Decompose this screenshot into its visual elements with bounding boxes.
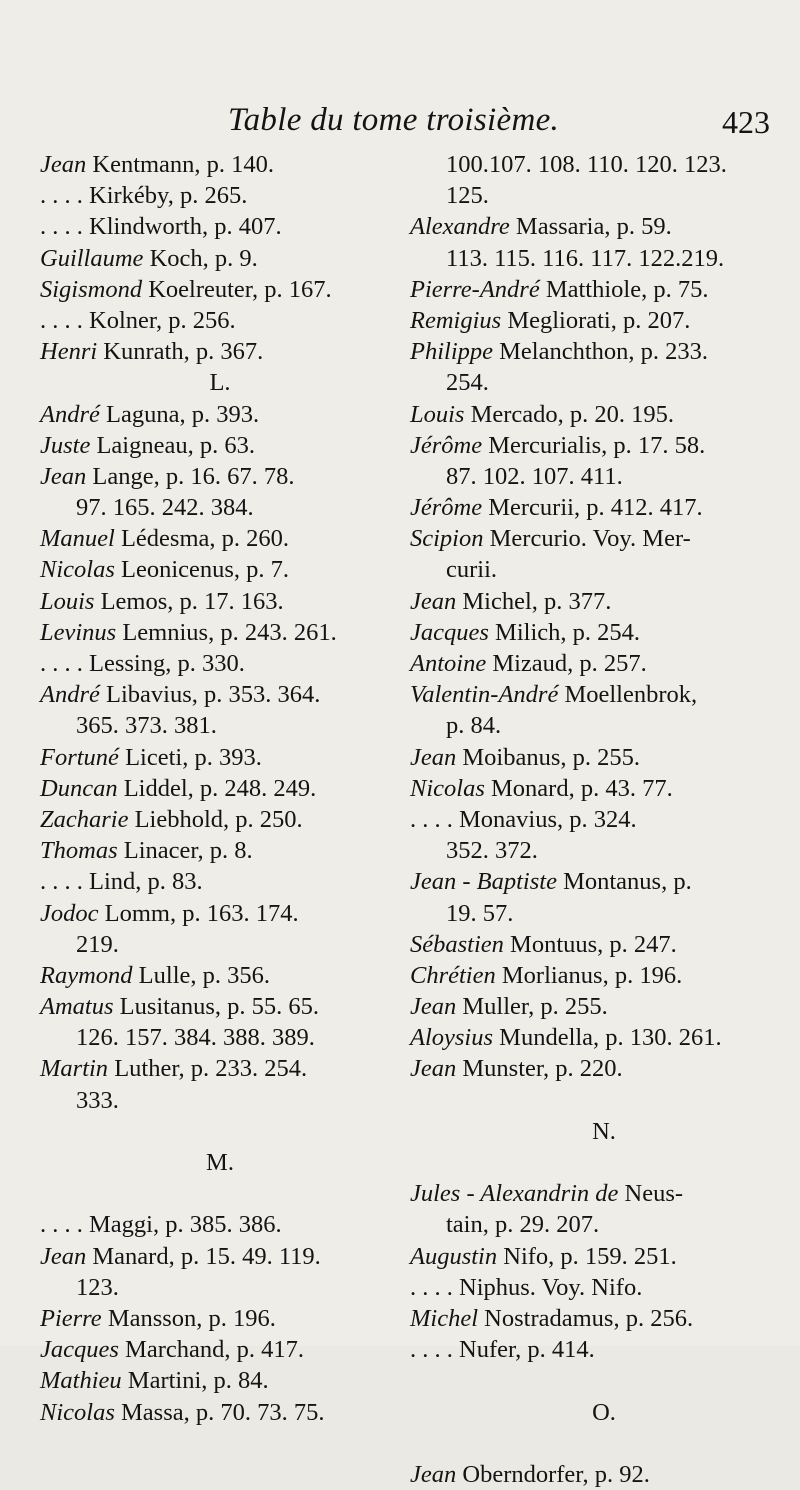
entry-text: Lange, p. 16. 67. 78.	[86, 462, 295, 490]
index-entry	[40, 1334, 400, 1365]
entry-given-name: Raymond	[40, 961, 133, 989]
index-column-left	[40, 149, 400, 1428]
index-entry	[40, 679, 400, 710]
entry-text: Lemnius, p. 243. 261.	[116, 618, 337, 646]
entry-given-name: Zacharie	[40, 805, 129, 833]
entry-text: 97. 165. 242. 384.	[76, 494, 254, 522]
entry-text: Martini, p. 84.	[121, 1367, 269, 1395]
entry-given-name: Martin	[40, 1055, 109, 1083]
index-entry	[410, 336, 798, 367]
index-entry	[40, 243, 400, 274]
index-entry-continuation	[410, 710, 798, 741]
section-letter-heading	[410, 1397, 798, 1428]
entry-text: Milich, p. 254.	[488, 618, 641, 646]
entry-text: 352. 372.	[446, 837, 538, 865]
blank-line	[410, 1147, 798, 1178]
entry-text: Kentmann, p. 140.	[86, 151, 275, 178]
entry-given-name: Jean	[410, 1460, 457, 1488]
index-entry	[410, 399, 798, 430]
entry-text: Luther, p. 233. 254.	[108, 1055, 308, 1083]
index-entry	[40, 211, 400, 242]
index-entry	[410, 929, 798, 960]
entry-given-name: Jean	[410, 993, 457, 1021]
entry-given-name: Guillaume	[40, 244, 144, 272]
index-entry	[410, 1053, 798, 1084]
entry-text: Michel, p. 377.	[456, 587, 612, 615]
entry-text: . . . . Monavius, p. 324.	[410, 805, 637, 833]
entry-given-name: Juste	[40, 431, 91, 459]
index-entry-continuation	[410, 367, 798, 398]
index-entry-continuation	[40, 929, 400, 960]
index-entry	[410, 617, 798, 648]
index-entry	[410, 1334, 798, 1365]
index-entry	[40, 1209, 400, 1240]
entry-given-name: Sébastien	[410, 930, 504, 958]
index-entry	[40, 149, 400, 180]
entry-text: Mundella, p. 130. 261.	[493, 1024, 722, 1052]
entry-text: Morlianus, p. 196.	[495, 961, 683, 989]
index-entry	[40, 180, 400, 211]
entry-given-name: Jean	[410, 1055, 457, 1083]
page-number: 423	[722, 104, 770, 140]
entry-text: Nostradamus, p. 256.	[478, 1304, 694, 1332]
entry-given-name: Jules - Alexandrin de	[410, 1180, 619, 1208]
index-entry	[410, 866, 798, 897]
entry-given-name: Valentin-André	[410, 681, 559, 709]
entry-text: Neus-	[618, 1180, 684, 1208]
entry-given-name: Jean	[40, 151, 87, 178]
entry-given-name: Manuel	[40, 525, 115, 553]
entry-given-name: Antoine	[410, 650, 487, 677]
index-entry	[410, 274, 798, 305]
running-title: Table du tome troisième.	[228, 102, 560, 138]
entry-text: Massaria, p. 59.	[509, 213, 672, 241]
section-letter: N.	[592, 1117, 616, 1145]
page-header	[0, 100, 800, 144]
index-entry	[40, 305, 400, 336]
index-entry	[40, 991, 400, 1022]
index-entry-continuation	[410, 554, 798, 585]
entry-text: . . . . Niphus. Voy. Nifo.	[410, 1273, 643, 1301]
entry-given-name: Jodoc	[40, 899, 99, 927]
index-entry	[40, 274, 400, 305]
entry-given-name: Jérôme	[410, 494, 483, 522]
entry-text: Montanus, p.	[556, 868, 692, 896]
entry-text: Mercurialis, p. 17. 58.	[482, 431, 706, 459]
entry-text: Melanchthon, p. 233.	[493, 338, 709, 366]
entry-given-name: Chrétien	[410, 961, 496, 989]
entry-text: Leonicenus, p. 7.	[114, 556, 290, 584]
entry-text: 123.	[76, 1273, 119, 1301]
entry-text: Lomm, p. 163. 174.	[98, 899, 299, 927]
entry-given-name: André	[40, 400, 100, 428]
entry-text: 254.	[446, 369, 489, 397]
entry-text: Laigneau, p. 63.	[90, 431, 255, 459]
entry-text: curii.	[446, 556, 498, 584]
entry-text: Linacer, p. 8.	[117, 837, 253, 865]
entry-given-name: Jérôme	[410, 431, 483, 459]
entry-text: 19. 57.	[446, 899, 514, 927]
entry-text: 333.	[76, 1086, 119, 1114]
index-entry	[410, 1178, 798, 1209]
index-entry	[40, 960, 400, 991]
blank-line	[410, 1365, 798, 1396]
entry-text: . . . . Kolner, p. 256.	[40, 306, 236, 334]
entry-text: Moellenbrok,	[558, 681, 698, 709]
index-entry	[40, 804, 400, 835]
entry-given-name: Louis	[410, 400, 465, 428]
index-entry	[40, 773, 400, 804]
index-entry	[410, 430, 798, 461]
index-entry-continuation	[40, 1022, 400, 1053]
index-entry	[410, 1459, 798, 1490]
entry-given-name: Jean	[40, 462, 87, 490]
entry-text: 365. 373. 381.	[76, 712, 217, 740]
entry-given-name: Fortuné	[40, 743, 119, 771]
index-entry	[410, 991, 798, 1022]
entry-text: Libavius, p. 353. 364.	[99, 681, 321, 709]
entry-text: Massa, p. 70. 73. 75.	[114, 1398, 325, 1426]
entry-given-name: Jean	[410, 743, 457, 771]
entry-text: . . . . Maggi, p. 385. 386.	[40, 1211, 282, 1239]
index-entry	[410, 679, 798, 710]
index-entry	[40, 1397, 400, 1428]
entry-text: Manard, p. 15. 49. 119.	[86, 1242, 321, 1270]
entry-given-name: Alexandre	[410, 213, 510, 241]
entry-text: Mansson, p. 196.	[101, 1304, 276, 1332]
section-letter-heading	[40, 367, 400, 398]
entry-given-name: Remigius	[410, 306, 502, 334]
entry-given-name: Mathieu	[40, 1367, 122, 1395]
entry-given-name: Aloysius	[410, 1024, 494, 1052]
index-entry	[40, 336, 400, 367]
index-entry	[40, 523, 400, 554]
entry-text: Moibanus, p. 255.	[456, 743, 640, 771]
index-entry	[410, 742, 798, 773]
index-entry	[40, 399, 400, 430]
index-entry-continuation	[40, 492, 400, 523]
entry-text: Laguna, p. 393.	[99, 400, 260, 428]
index-entry	[40, 461, 400, 492]
entry-text: Montuus, p. 247.	[503, 930, 677, 958]
index-entry	[40, 430, 400, 461]
entry-text: Lemos, p. 17. 163.	[94, 587, 284, 615]
entry-text: Liddel, p. 248. 249.	[117, 774, 317, 802]
index-entry-continuation	[410, 243, 798, 274]
entry-text: Mizaud, p. 257.	[486, 650, 647, 677]
blank-line	[410, 1428, 798, 1459]
entry-text: Liebhold, p. 250.	[128, 805, 303, 833]
index-entry	[410, 1303, 798, 1334]
section-letter-heading	[410, 1116, 798, 1147]
entry-given-name: Nicolas	[40, 556, 115, 584]
entry-given-name: Pierre-André	[410, 275, 540, 303]
index-entry-continuation	[410, 180, 798, 211]
entry-text: 219.	[76, 930, 119, 958]
entry-text: tain, p. 29. 207.	[446, 1211, 600, 1239]
entry-given-name: André	[40, 681, 100, 709]
index-entry	[410, 586, 798, 617]
entry-text: Mercado, p. 20. 195.	[464, 400, 675, 428]
index-entry	[410, 1272, 798, 1303]
index-entry	[40, 586, 400, 617]
index-column-right	[410, 149, 798, 1490]
index-entry	[40, 898, 400, 929]
entry-given-name: Sigismond	[40, 275, 143, 303]
entry-given-name: Jacques	[40, 1336, 119, 1364]
blank-line	[40, 1116, 400, 1147]
index-entry	[410, 773, 798, 804]
entry-given-name: Philippe	[410, 338, 494, 366]
entry-text: Monard, p. 43. 77.	[484, 774, 673, 802]
entry-given-name: Nicolas	[40, 1398, 115, 1426]
entry-given-name: Jean	[40, 1242, 87, 1270]
entry-text: Koelreuter, p. 167.	[142, 275, 332, 303]
index-entry	[40, 648, 400, 679]
entry-text: Mercurio. Voy. Mer-	[483, 525, 691, 553]
blank-line	[410, 1085, 798, 1116]
entry-given-name: Henri	[40, 338, 98, 366]
entry-given-name: Levinus	[40, 618, 117, 646]
index-entry	[410, 211, 798, 242]
index-entry	[410, 648, 798, 679]
entry-text: . . . . Klindworth, p. 407.	[40, 213, 282, 241]
index-entry	[40, 1241, 400, 1272]
entry-text: 125.	[446, 182, 489, 210]
entry-text: Koch, p. 9.	[143, 244, 258, 272]
entry-text: 126. 157. 384. 388. 389.	[76, 1024, 315, 1052]
entry-text: Liceti, p. 393.	[118, 743, 262, 771]
index-entry-continuation	[40, 1272, 400, 1303]
index-entry	[410, 1241, 798, 1272]
entry-text: 87. 102. 107. 411.	[446, 462, 623, 490]
entry-text: Lulle, p. 356.	[132, 961, 271, 989]
entry-given-name: Nicolas	[410, 774, 485, 802]
entry-text: 100.107. 108. 110. 120. 123.	[446, 151, 727, 178]
index-entry-continuation	[410, 149, 798, 180]
entry-text: Marchand, p. 417.	[118, 1336, 304, 1364]
entry-text: Matthiole, p. 75.	[539, 275, 709, 303]
index-entry	[40, 742, 400, 773]
entry-text: Munster, p. 220.	[456, 1055, 623, 1083]
index-entry	[410, 523, 798, 554]
index-entry	[40, 1365, 400, 1396]
index-entry	[410, 492, 798, 523]
index-entry-continuation	[410, 835, 798, 866]
index-entry	[410, 1022, 798, 1053]
entry-text: Oberndorfer, p. 92.	[456, 1460, 650, 1488]
index-entry-continuation	[410, 898, 798, 929]
index-entry	[40, 1303, 400, 1334]
entry-text: Mercurii, p. 412. 417.	[482, 494, 703, 522]
entry-given-name: Louis	[40, 587, 95, 615]
index-entry-continuation	[40, 710, 400, 741]
entry-text: Megliorati, p. 207.	[501, 306, 691, 334]
entry-text: p. 84.	[446, 712, 502, 740]
entry-given-name: Thomas	[40, 837, 118, 865]
entry-text: Muller, p. 255.	[456, 993, 608, 1021]
entry-text: . . . . Kirkéby, p. 265.	[40, 182, 248, 210]
index-entry	[40, 835, 400, 866]
index-entry	[40, 617, 400, 648]
index-entry	[40, 1053, 400, 1084]
entry-text: Lédesma, p. 260.	[114, 525, 290, 553]
section-letter: O.	[592, 1398, 616, 1426]
index-entry	[410, 960, 798, 991]
index-entry	[410, 804, 798, 835]
entry-given-name: Augustin	[410, 1242, 498, 1270]
index-entry-continuation	[410, 461, 798, 492]
entry-given-name: Michel	[410, 1304, 479, 1332]
entry-given-name: Duncan	[40, 774, 118, 802]
index-entry-continuation	[410, 1209, 798, 1240]
entry-given-name: Pierre	[40, 1304, 102, 1332]
entry-given-name: Amatus	[40, 993, 114, 1021]
entry-text: . . . . Lind, p. 83.	[40, 868, 203, 896]
index-entry	[40, 866, 400, 897]
entry-given-name: Jacques	[410, 618, 489, 646]
index-entry-continuation	[40, 1085, 400, 1116]
entry-given-name: Scipion	[410, 525, 484, 553]
entry-given-name: Jean	[410, 587, 457, 615]
entry-given-name: Jean - Baptiste	[410, 868, 557, 896]
index-entry	[40, 554, 400, 585]
section-letter: L.	[209, 369, 231, 397]
entry-text: Nifo, p. 159. 251.	[497, 1242, 677, 1270]
entry-text: Lusitanus, p. 55. 65.	[113, 993, 320, 1021]
entry-text: . . . . Lessing, p. 330.	[40, 650, 245, 677]
entry-text: Kunrath, p. 367.	[97, 338, 264, 366]
entry-text: . . . . Nufer, p. 414.	[410, 1336, 595, 1364]
blank-line	[40, 1178, 400, 1209]
index-entry	[410, 305, 798, 336]
entry-text: 113. 115. 116. 117. 122.219.	[446, 244, 725, 272]
section-letter-heading	[40, 1147, 400, 1178]
section-letter: M.	[206, 1149, 234, 1176]
